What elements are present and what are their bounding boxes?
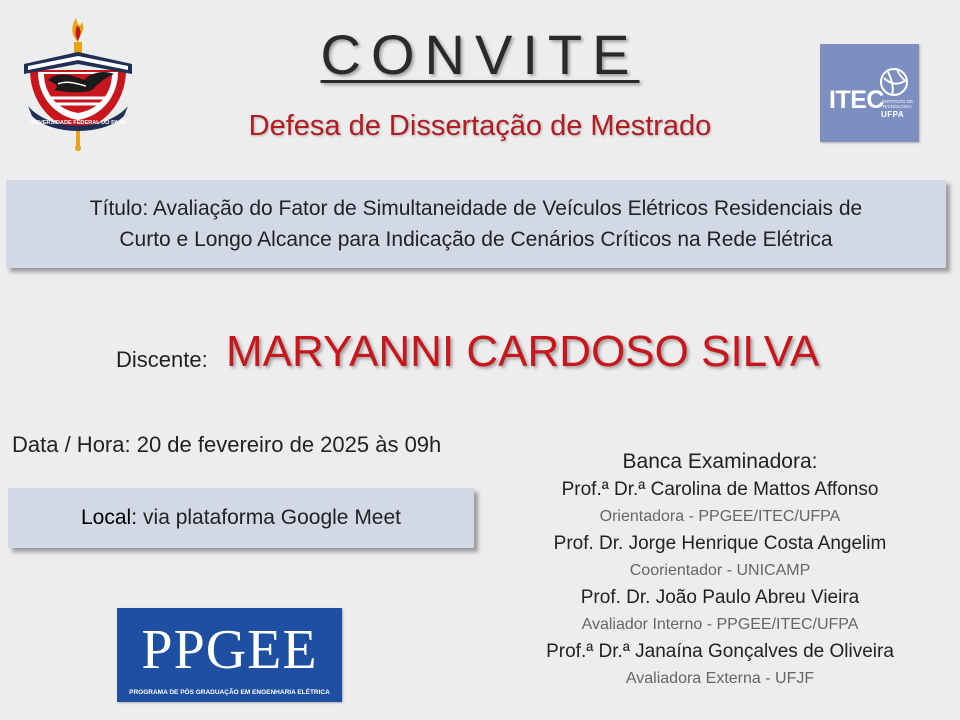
examining-board — [480, 448, 960, 692]
defense-datetime: Data / Hora: 20 de fevereiro de 2025 às 09h — [12, 432, 442, 457]
page-subtitle: Defesa de Dissertação de Mestrado — [248, 110, 712, 142]
board-member-name: Prof.ª Dr.ª Carolina de Mattos Affonso — [561, 479, 879, 500]
board-member-role: Coorientador - UNICAMP — [629, 562, 811, 579]
ufpa-ribbon-text: UNIVERSIDADE FEDERAL DO PARÁ — [29, 120, 127, 126]
board-member-name: Prof. Dr. João Paulo Abreu Vieira — [580, 587, 860, 608]
ppgee-logo-subtitle: PROGRAMA DE PÓS GRADUAÇÃO EM ENGENHARIA ELÉTRICA — [129, 689, 330, 696]
thesis-title-box — [6, 180, 946, 268]
page-title — [0, 22, 960, 87]
student-label: Discente: — [116, 347, 208, 372]
itec-logo-ufpa: UFPA — [881, 110, 905, 119]
board-member-role: Avaliadora Externa - UFJF — [625, 670, 815, 687]
student-name: MARYANNI CARDOSO SILVA — [226, 327, 820, 376]
location-label: Local: — [80, 506, 138, 529]
ppgee-logo — [117, 608, 342, 702]
thesis-title-line-1: Título: Avaliação do Fator de Simultaneidade de Veículos Elétricos Residenciais de — [89, 197, 863, 220]
page-title-text: CONVITE — [320, 23, 640, 86]
board-member-name: Prof. Dr. Jorge Henrique Costa Angelim — [553, 533, 887, 554]
thesis-title-line-2: Curto e Longo Alcance para Indicação de Cenários Críticos na Rede Elétrica — [119, 228, 833, 251]
board-member-role: Avaliador Interno - PPGEE/ITEC/UFPA — [581, 616, 859, 633]
itec-logo — [820, 44, 919, 142]
board-member-name: Prof.ª Dr.ª Janaína Gonçalves de Oliveira — [546, 641, 894, 662]
itec-logo-inst: INSTITUTO DE TECNOLOGIA — [882, 99, 914, 109]
board-heading: Banca Examinadora: — [622, 450, 818, 473]
location-box — [8, 488, 474, 548]
ppgee-logo-text: PPGEE — [141, 619, 318, 681]
itec-logo-text: ITEC — [829, 86, 884, 114]
location-value: via plataforma Google Meet — [143, 506, 401, 529]
board-member-role: Orientadora - PPGEE/ITEC/UFPA — [599, 508, 841, 525]
